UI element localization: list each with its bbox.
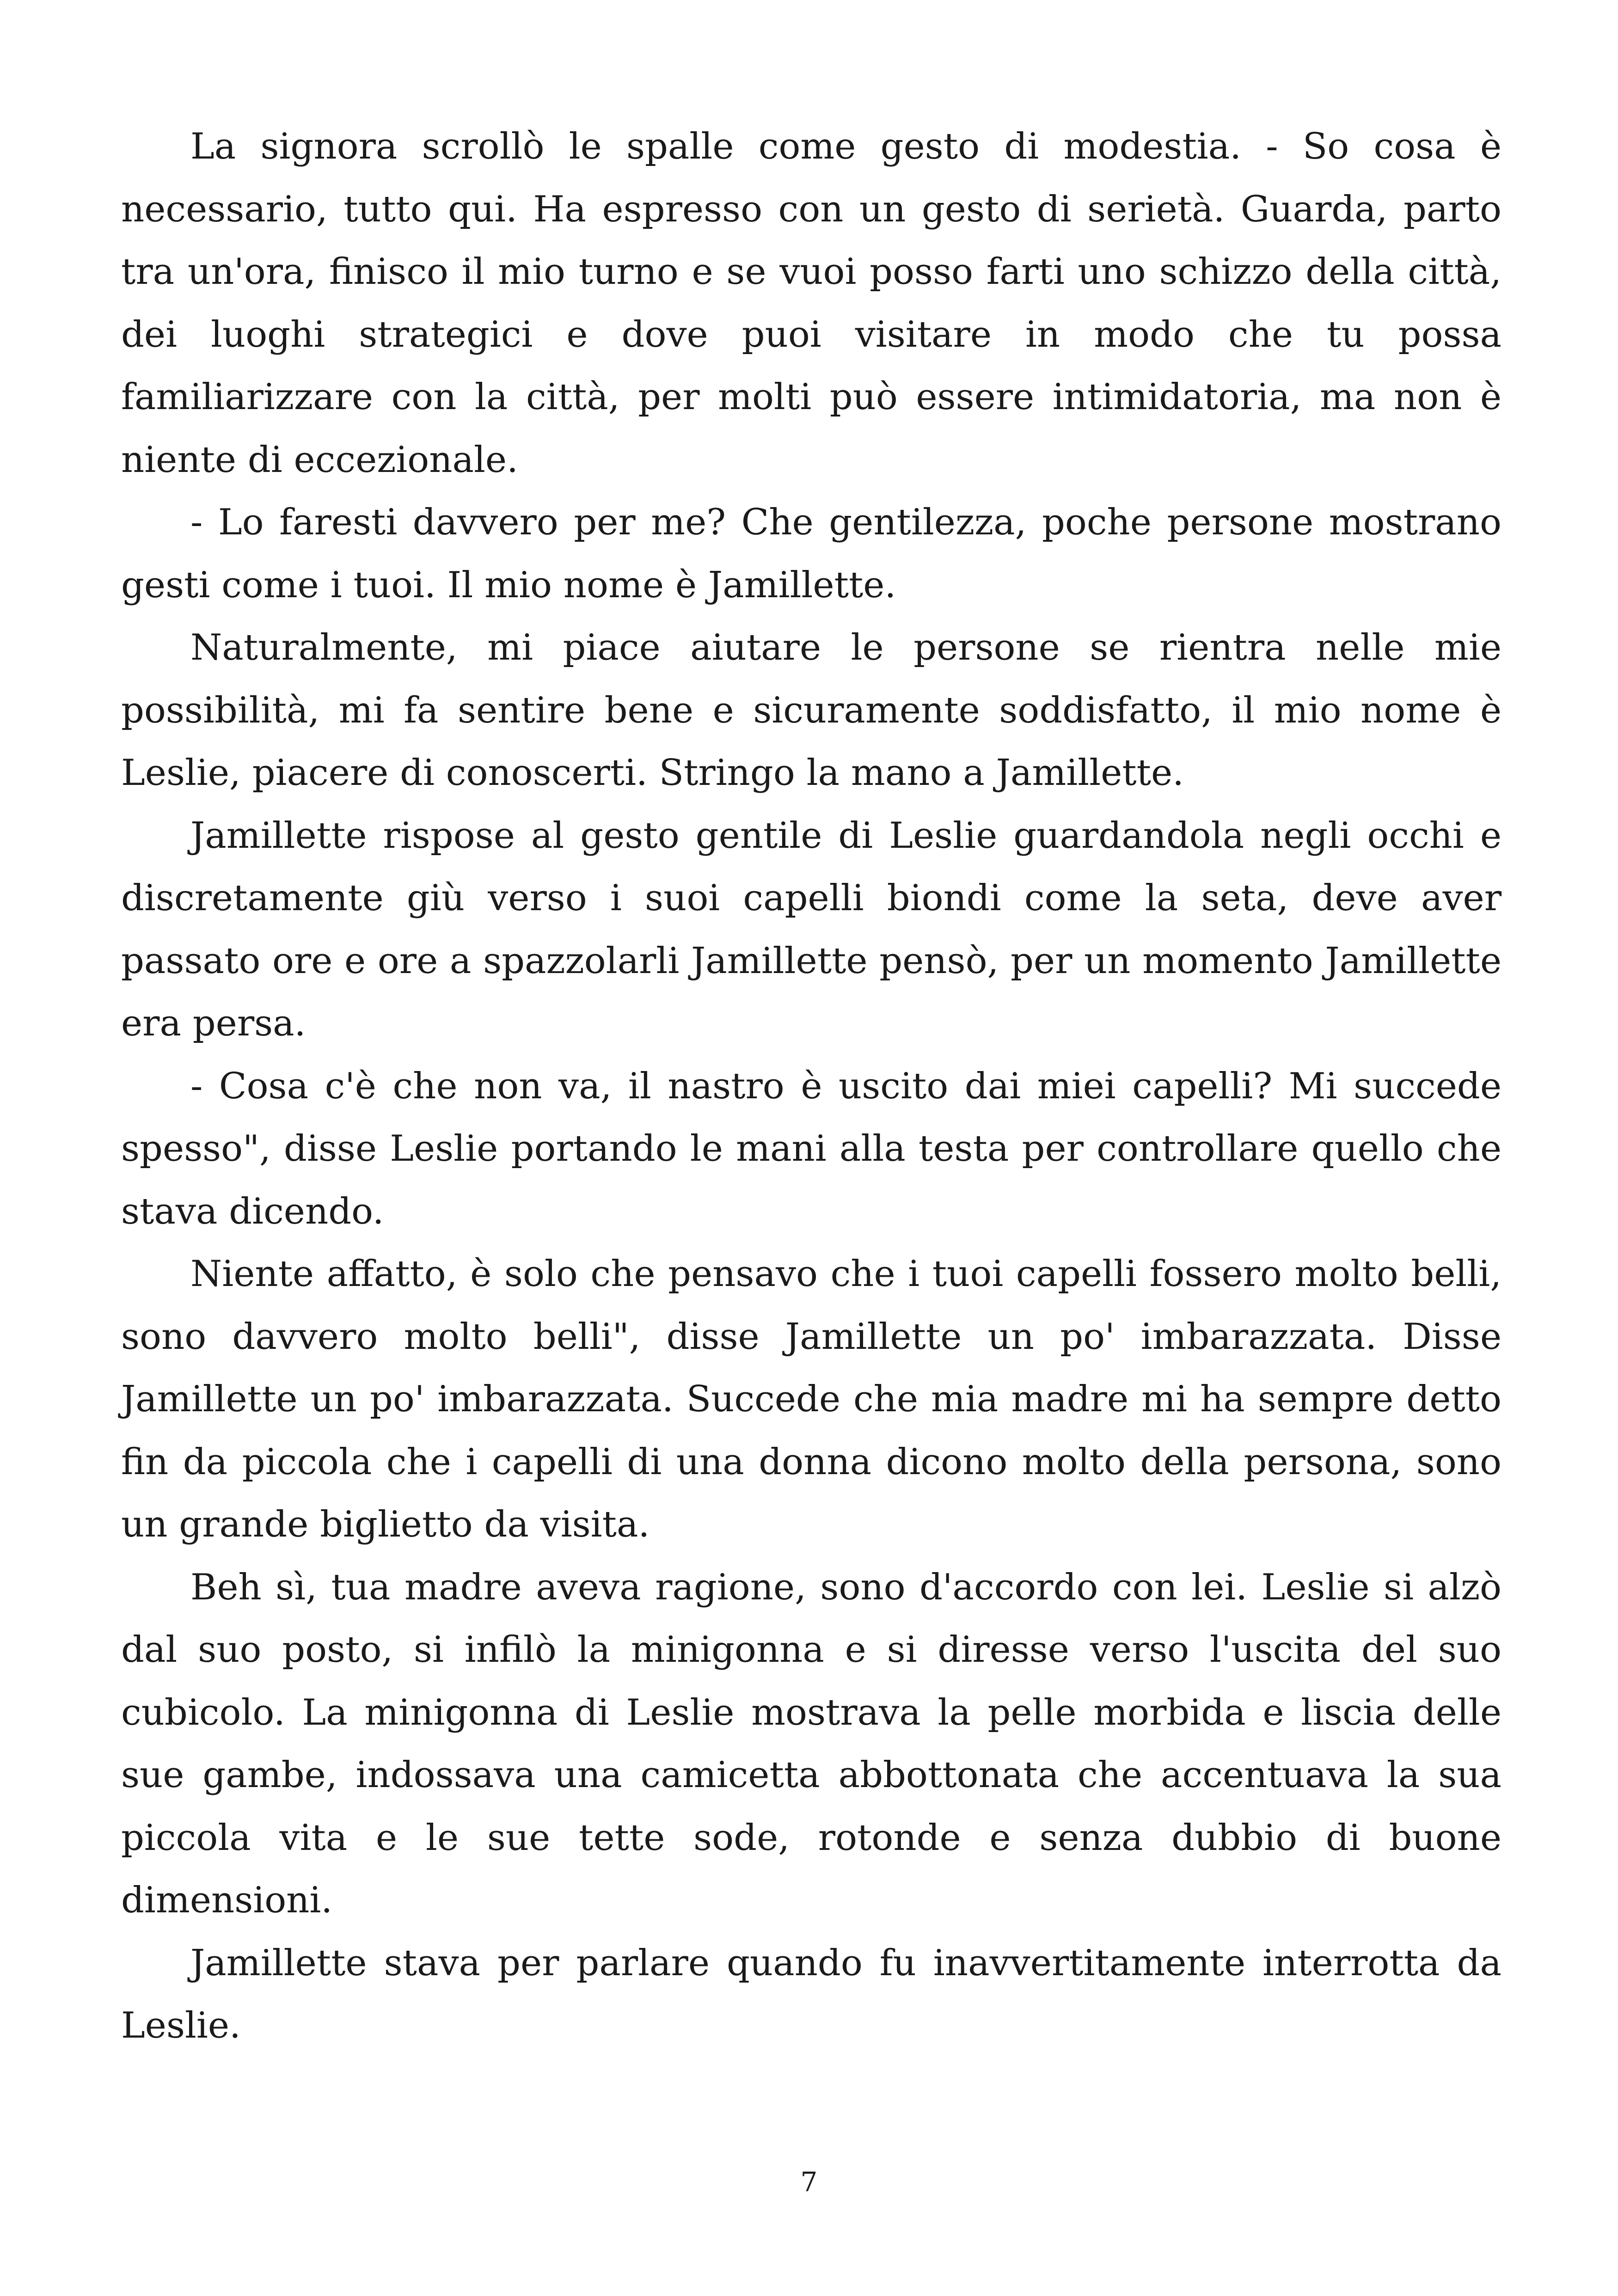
paragraph: - Cosa c'è che non va, il nastro è uscito dai miei capelli? Mi succede spesso", disse Leslie portando le mani alla testa per controllare quello che stava dicendo.: [121, 1065, 1502, 1232]
paragraph: Beh sì, tua madre aveva ragione, sono d'accordo con lei. Leslie si alzò dal suo posto, si infilò la minigonna e si diresse verso l'uscita del suo cubicolo. La minigonna di Leslie mostrava la pelle morbida e liscia delle sue gambe, indossava una camicetta abbottonata che accentuava la sua piccola vita e le sue tette sode, rotonde e senza dubbio di buone dimensioni.: [121, 1566, 1502, 1921]
paragraph: Naturalmente, mi piace aiutare le persone se rientra nelle mie possibilità, mi fa sentire bene e sicuramente soddisfatto, il mio nome è Leslie, piacere di conoscerti. Stringo la mano a Jamillette.: [121, 627, 1502, 794]
page-number: 7: [800, 2166, 818, 2198]
paragraph: Jamillette rispose al gesto gentile di Leslie guardandola negli occhi e discretamente giù verso i suoi capelli biondi come la seta, deve aver passato ore e ore a spazzolarli Jamillette pensò, per un momento Jamillette era persa.: [121, 814, 1502, 1044]
paragraph: Niente affatto, è solo che pensavo che i tuoi capelli fossero molto belli, sono davvero molto belli", disse Jamillette un po' imbarazzata. Disse Jamillette un po' imbarazzata. Succede che mia madre mi ha sempre detto fin da piccola che i capelli di una donna dicono molto della persona, sono un grande biglietto da visita.: [121, 1253, 1502, 1545]
paragraph: Jamillette stava per parlare quando fu inavvertitamente interrotta da Leslie.: [121, 1942, 1502, 2046]
body-text: [121, 116, 1502, 2057]
paragraph: La signora scrollò le spalle come gesto di modestia. - So cosa è necessario, tutto qui. Ha espresso con un gesto di serietà. Guarda, parto tra un'ora, finisco il mio turno e se vuoi posso farti uno schizzo della città, dei luoghi strategici e dove puoi visitare in modo che tu possa familiarizzare con la città, per molti può essere intimidatoria, ma non è niente di eccezionale.: [121, 126, 1502, 481]
paragraph: - Lo faresti davvero per me? Che gentilezza, poche persone mostrano gesti come i tuoi. Il mio nome è Jamillette.: [121, 502, 1502, 606]
